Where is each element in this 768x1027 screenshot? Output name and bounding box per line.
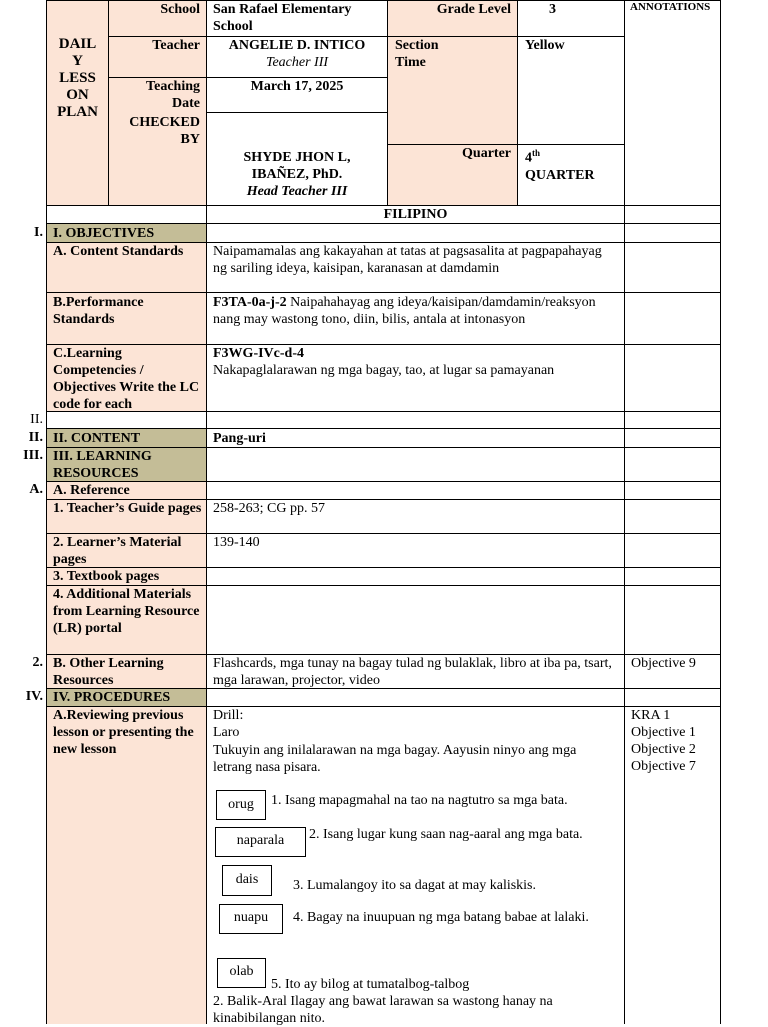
dll-title-line: LESS: [59, 70, 96, 86]
teaching-date-label: Teaching Date: [146, 79, 200, 111]
reference-num: A.: [29, 482, 43, 497]
performance-code: F3TA-0a-j-2: [213, 295, 287, 310]
reference-label: A. Reference: [53, 483, 130, 498]
scrambled-word-box: orug: [216, 790, 266, 820]
learning-competencies-cell: [213, 345, 618, 379]
scrambled-word-box: nuapu: [219, 904, 283, 934]
drill-item-text: 3. Lumalangoy ito sa dagat at may kaliskis.: [293, 878, 537, 893]
performance-standards-cell: [213, 294, 618, 328]
annotation-item: Objective 2: [631, 742, 696, 757]
reviewing-label: A.Reviewing previous lesson or presenting the new lesson: [53, 708, 194, 757]
lc-code: F3WG-IVc-d-4: [213, 346, 304, 361]
objectives-num: I.: [34, 225, 43, 240]
textbook-pages-label: 3. Textbook pages: [53, 569, 160, 584]
quarter-num: 4: [525, 150, 532, 166]
teacher-name: ANGELIE D. INTICO: [228, 38, 366, 53]
learners-material-label: 2. Learner’s Material pages: [53, 535, 182, 567]
content-value: Pang-uri: [213, 431, 266, 446]
quarter-sup: th: [532, 148, 541, 158]
content-label: II. CONTENT: [53, 431, 141, 446]
subject-title: FILIPINO: [383, 207, 448, 222]
lc-value: Nakapaglalarawan ng mga bagay, tao, at lugar sa pamayanan: [213, 363, 555, 378]
annotation-item: Objective 1: [631, 725, 696, 740]
performance-standards-label: B.Performance Standards: [53, 295, 144, 327]
teacher-cell: [207, 37, 387, 71]
laro-label: Laro: [213, 725, 240, 740]
learning-resources-num: III.: [23, 448, 43, 463]
teacher-label: Teacher: [152, 38, 200, 53]
content-standards-label: A. Content Standards: [53, 244, 184, 259]
procedures-num: IV.: [25, 689, 43, 704]
teachers-guide-label: 1. Teacher’s Guide pages: [53, 501, 202, 516]
additional-materials-label: 4. Additional Materials from Learning Resource (LR) portal: [53, 587, 200, 636]
annotation-item: KRA 1: [631, 708, 671, 723]
teachers-guide-value: 258-263; CG pp. 57: [213, 501, 325, 516]
drill-label: Drill:: [213, 708, 244, 723]
reviewing-annotations: [631, 707, 719, 775]
drill-instruction: Tukuyin ang inilalarawan na mga bagay. Aayusin ninyo ang mga letrang nasa pisara.: [213, 743, 577, 775]
dll-title-line: ON: [66, 87, 89, 103]
section-value: Yellow: [525, 38, 565, 53]
quarter-value: [525, 145, 620, 184]
balik-aral: 2. Balik-Aral Ilagay ang bawat larawan sa wastong hanay na kinabibilangan nito.: [213, 994, 553, 1026]
section-label: Section Time: [395, 38, 439, 70]
performance-value: Naipahahayag ang ideya/kaisipan/damdamin/reaksyon nang may wastong tono, diin, bilis, antala at intonasyon: [213, 295, 596, 327]
annotation-item: Objective 7: [631, 759, 696, 774]
drill-item-text: 2. Isang lugar kung saan nag-aaral ang mga bata.: [309, 827, 583, 842]
other-resources-label: B. Other Learning Resources: [53, 656, 164, 688]
teacher-position: Teacher III: [265, 55, 329, 70]
teaching-date-value: March 17, 2025: [250, 79, 344, 94]
content-num: II.: [28, 430, 43, 445]
school-label: School: [160, 2, 200, 17]
drill-item-text: 5. Ito ay bilog at tumatalbog-talbog: [271, 977, 470, 992]
scrambled-word-box: dais: [222, 865, 272, 896]
learners-material-value: 139-140: [213, 535, 260, 550]
grade-level-label: Grade Level: [436, 2, 511, 17]
checked-by-label: CHECKED BY: [129, 115, 200, 147]
dll-title-line: Y: [72, 53, 83, 69]
content-standards-value: Naipamamalas ang kakayahan at tatas at pagsasalita at pagpapahayag ng sariling ideya, kaisipan, karanasan at damdamin: [213, 244, 602, 276]
scrambled-word-box: olab: [217, 958, 266, 988]
checker-cell: [207, 149, 387, 200]
annotations-label: ANNOTATIONS: [630, 1, 711, 13]
procedures-label: IV. PROCEDURES: [53, 690, 171, 705]
school-value: San Rafael Elementary School: [213, 2, 352, 34]
scrambled-word-box: naparala: [215, 827, 306, 857]
blank-row-num: II.: [30, 412, 43, 427]
dll-title: [47, 36, 108, 121]
learning-competencies-label: C.Learning Competencies / Objectives Write the LC code for each: [53, 346, 200, 412]
dll-title-line: DAIL: [58, 36, 97, 52]
quarter-label: Quarter: [462, 146, 511, 161]
learning-resources-label: III. LEARNING RESOURCES: [53, 449, 152, 481]
other-resources-annotation: Objective 9: [631, 656, 696, 671]
grade-level-value: 3: [549, 2, 556, 17]
other-resources-value: Flashcards, mga tunay na bagay tulad ng bulaklak, libro at iba pa, tsart, mga larawan, projector, video: [213, 656, 612, 688]
drill-item-text: 4. Bagay na inuupuan ng mga batang babae at lalaki.: [293, 910, 589, 925]
quarter-word: QUARTER: [525, 167, 595, 183]
checker-name: SHYDE JHON L, IBAÑEZ, PhD.: [243, 150, 351, 182]
dll-title-line: PLAN: [57, 104, 98, 120]
checker-position: Head Teacher III: [246, 184, 348, 199]
drill-item-text: 1. Isang mapagmahal na tao na nagtutro sa mga bata.: [271, 793, 568, 808]
other-resources-num: 2.: [32, 655, 43, 670]
objectives-label: I. OBJECTIVES: [53, 226, 155, 241]
